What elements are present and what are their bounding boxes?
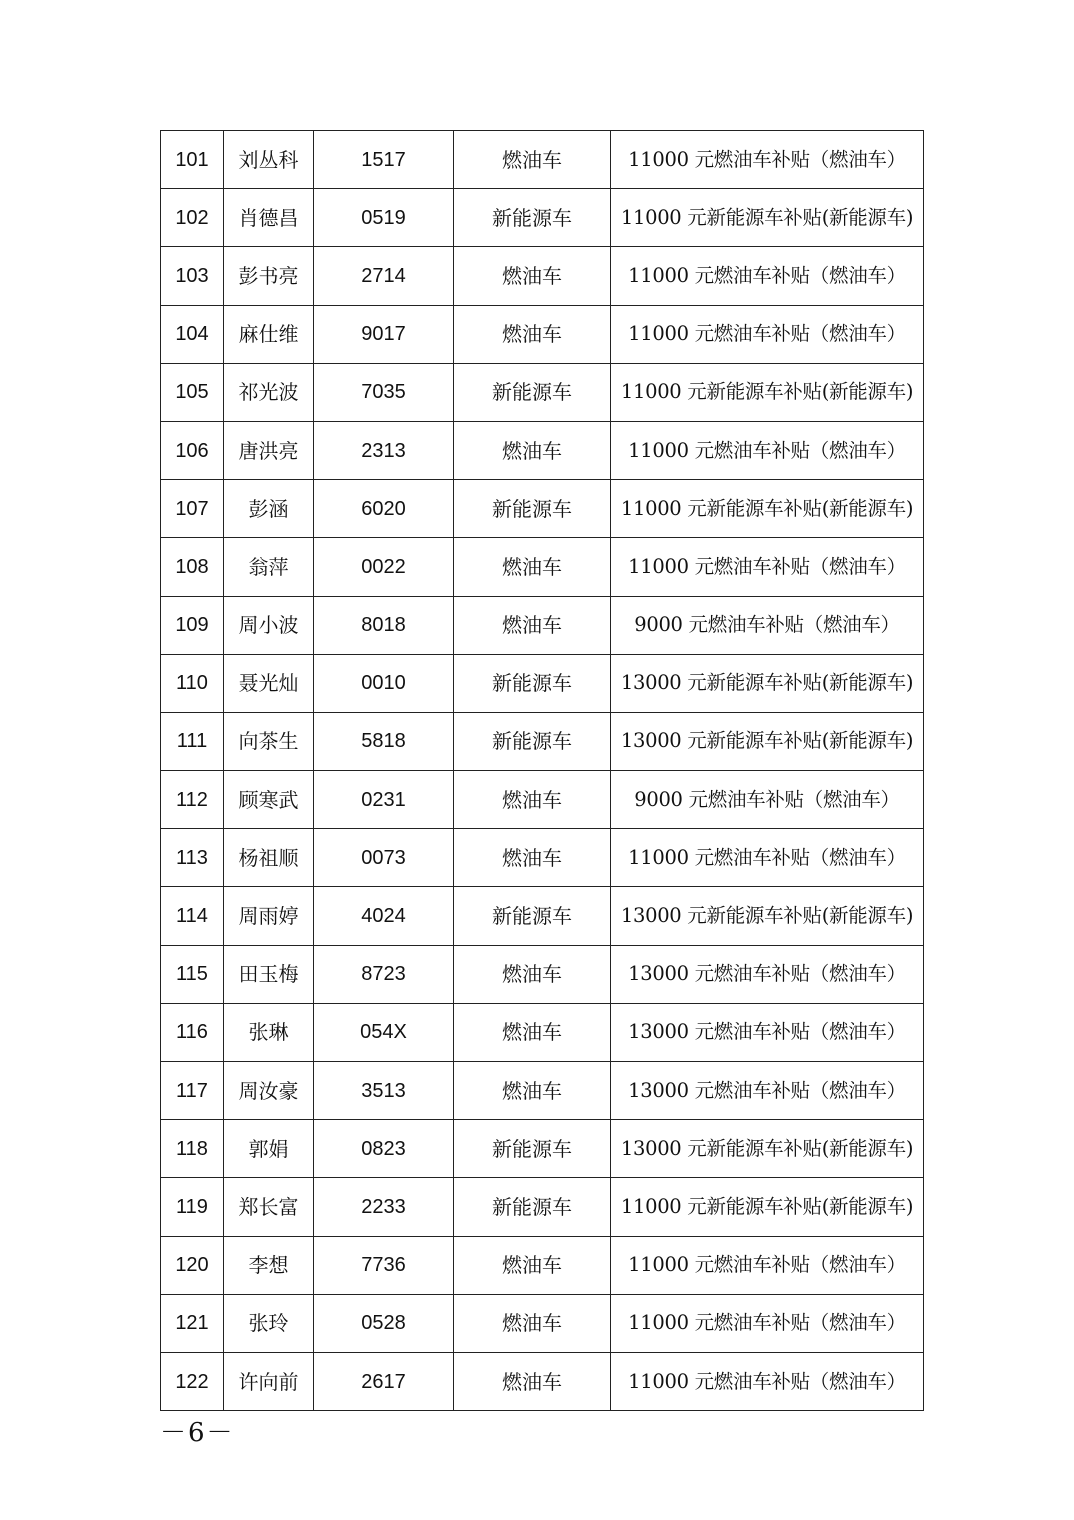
table-row	[161, 887, 924, 945]
applicant-name: 田玉梅	[224, 945, 314, 1003]
vehicle-type: 新能源车	[454, 480, 611, 538]
table-row	[161, 131, 924, 189]
subsidy-amount: 11000 元燃油车补贴（燃油车）	[611, 131, 924, 189]
row-number: 108	[161, 538, 224, 596]
row-number: 103	[161, 247, 224, 305]
vehicle-type: 燃油车	[454, 247, 611, 305]
vehicle-type: 燃油车	[454, 771, 611, 829]
vehicle-type: 新能源车	[454, 887, 611, 945]
subsidy-amount: 11000 元燃油车补贴（燃油车）	[611, 421, 924, 479]
id-suffix: 0022	[314, 538, 454, 596]
row-number: 122	[161, 1352, 224, 1410]
applicant-name: 许向前	[224, 1352, 314, 1410]
applicant-name: 彭书亮	[224, 247, 314, 305]
id-suffix: 0823	[314, 1120, 454, 1178]
table-row	[161, 480, 924, 538]
applicant-name: 张琳	[224, 1003, 314, 1061]
applicant-name: 向茶生	[224, 712, 314, 770]
applicant-name: 祁光波	[224, 363, 314, 421]
table-row	[161, 1120, 924, 1178]
subsidy-amount: 9000 元燃油车补贴（燃油车）	[611, 596, 924, 654]
row-number: 114	[161, 887, 224, 945]
table-body	[161, 131, 924, 1411]
applicant-name: 杨祖顺	[224, 829, 314, 887]
vehicle-type: 燃油车	[454, 1236, 611, 1294]
table-row	[161, 1294, 924, 1352]
vehicle-type: 新能源车	[454, 363, 611, 421]
applicant-name: 李想	[224, 1236, 314, 1294]
row-number: 104	[161, 305, 224, 363]
subsidy-amount: 13000 元新能源车补贴(新能源车)	[611, 654, 924, 712]
id-suffix: 0010	[314, 654, 454, 712]
subsidy-amount: 11000 元燃油车补贴（燃油车）	[611, 1352, 924, 1410]
table-row	[161, 829, 924, 887]
vehicle-type: 燃油车	[454, 1062, 611, 1120]
row-number: 105	[161, 363, 224, 421]
subsidy-amount: 13000 元燃油车补贴（燃油车）	[611, 1003, 924, 1061]
applicant-name: 顾寒武	[224, 771, 314, 829]
table-row	[161, 189, 924, 247]
applicant-name: 刘丛科	[224, 131, 314, 189]
applicant-name: 聂光灿	[224, 654, 314, 712]
applicant-name: 翁萍	[224, 538, 314, 596]
table-row	[161, 1178, 924, 1236]
page-number: －6－	[160, 1418, 235, 1448]
vehicle-type: 燃油车	[454, 945, 611, 1003]
vehicle-type: 燃油车	[454, 421, 611, 479]
subsidy-amount: 11000 元燃油车补贴（燃油车）	[611, 305, 924, 363]
row-number: 111	[161, 712, 224, 770]
subsidy-amount: 11000 元燃油车补贴（燃油车）	[611, 1236, 924, 1294]
subsidy-amount: 11000 元燃油车补贴（燃油车）	[611, 247, 924, 305]
id-suffix: 8018	[314, 596, 454, 654]
subsidy-amount: 13000 元燃油车补贴（燃油车）	[611, 1062, 924, 1120]
applicant-name: 郭娟	[224, 1120, 314, 1178]
subsidy-table	[160, 130, 924, 1411]
vehicle-type: 新能源车	[454, 1120, 611, 1178]
row-number: 116	[161, 1003, 224, 1061]
table-row	[161, 421, 924, 479]
row-number: 101	[161, 131, 224, 189]
id-suffix: 7035	[314, 363, 454, 421]
table-row	[161, 363, 924, 421]
subsidy-amount: 11000 元燃油车补贴（燃油车）	[611, 829, 924, 887]
id-suffix: 9017	[314, 305, 454, 363]
row-number: 115	[161, 945, 224, 1003]
row-number: 107	[161, 480, 224, 538]
subsidy-amount: 9000 元燃油车补贴（燃油车）	[611, 771, 924, 829]
applicant-name: 彭涵	[224, 480, 314, 538]
id-suffix: 8723	[314, 945, 454, 1003]
vehicle-type: 燃油车	[454, 1003, 611, 1061]
row-number: 120	[161, 1236, 224, 1294]
subsidy-amount: 11000 元新能源车补贴(新能源车)	[611, 363, 924, 421]
id-suffix: 0073	[314, 829, 454, 887]
row-number: 117	[161, 1062, 224, 1120]
subsidy-amount: 13000 元燃油车补贴（燃油车）	[611, 945, 924, 1003]
row-number: 119	[161, 1178, 224, 1236]
applicant-name: 郑长富	[224, 1178, 314, 1236]
subsidy-amount: 11000 元新能源车补贴(新能源车)	[611, 189, 924, 247]
applicant-name: 唐洪亮	[224, 421, 314, 479]
subsidy-amount: 11000 元燃油车补贴（燃油车）	[611, 538, 924, 596]
vehicle-type: 燃油车	[454, 131, 611, 189]
id-suffix: 0519	[314, 189, 454, 247]
subsidy-amount: 13000 元新能源车补贴(新能源车)	[611, 1120, 924, 1178]
vehicle-type: 燃油车	[454, 538, 611, 596]
vehicle-type: 新能源车	[454, 654, 611, 712]
applicant-name: 周汝豪	[224, 1062, 314, 1120]
vehicle-type: 燃油车	[454, 1294, 611, 1352]
table-row	[161, 596, 924, 654]
table-row	[161, 1236, 924, 1294]
applicant-name: 张玲	[224, 1294, 314, 1352]
id-suffix: 2313	[314, 421, 454, 479]
row-number: 121	[161, 1294, 224, 1352]
applicant-name: 周雨婷	[224, 887, 314, 945]
subsidy-amount: 11000 元新能源车补贴(新能源车)	[611, 1178, 924, 1236]
table-row	[161, 247, 924, 305]
table-row	[161, 654, 924, 712]
applicant-name: 肖德昌	[224, 189, 314, 247]
vehicle-type: 燃油车	[454, 1352, 611, 1410]
id-suffix: 3513	[314, 1062, 454, 1120]
id-suffix: 2233	[314, 1178, 454, 1236]
vehicle-type: 新能源车	[454, 189, 611, 247]
id-suffix: 1517	[314, 131, 454, 189]
row-number: 118	[161, 1120, 224, 1178]
table-row	[161, 538, 924, 596]
table-row	[161, 305, 924, 363]
id-suffix: 054X	[314, 1003, 454, 1061]
id-suffix: 4024	[314, 887, 454, 945]
row-number: 102	[161, 189, 224, 247]
table-row	[161, 712, 924, 770]
row-number: 113	[161, 829, 224, 887]
table-row	[161, 771, 924, 829]
id-suffix: 6020	[314, 480, 454, 538]
vehicle-type: 燃油车	[454, 305, 611, 363]
id-suffix: 2714	[314, 247, 454, 305]
row-number: 110	[161, 654, 224, 712]
id-suffix: 2617	[314, 1352, 454, 1410]
id-suffix: 5818	[314, 712, 454, 770]
vehicle-type: 燃油车	[454, 596, 611, 654]
table-row	[161, 945, 924, 1003]
id-suffix: 0528	[314, 1294, 454, 1352]
table-row	[161, 1003, 924, 1061]
vehicle-type: 燃油车	[454, 829, 611, 887]
applicant-name: 周小波	[224, 596, 314, 654]
subsidy-amount: 13000 元新能源车补贴(新能源车)	[611, 712, 924, 770]
id-suffix: 0231	[314, 771, 454, 829]
row-number: 106	[161, 421, 224, 479]
id-suffix: 7736	[314, 1236, 454, 1294]
subsidy-amount: 11000 元燃油车补贴（燃油车）	[611, 1294, 924, 1352]
vehicle-type: 新能源车	[454, 712, 611, 770]
subsidy-amount: 11000 元新能源车补贴(新能源车)	[611, 480, 924, 538]
applicant-name: 麻仕维	[224, 305, 314, 363]
table-row	[161, 1352, 924, 1410]
subsidy-amount: 13000 元新能源车补贴(新能源车)	[611, 887, 924, 945]
table-row	[161, 1062, 924, 1120]
vehicle-type: 新能源车	[454, 1178, 611, 1236]
row-number: 109	[161, 596, 224, 654]
row-number: 112	[161, 771, 224, 829]
